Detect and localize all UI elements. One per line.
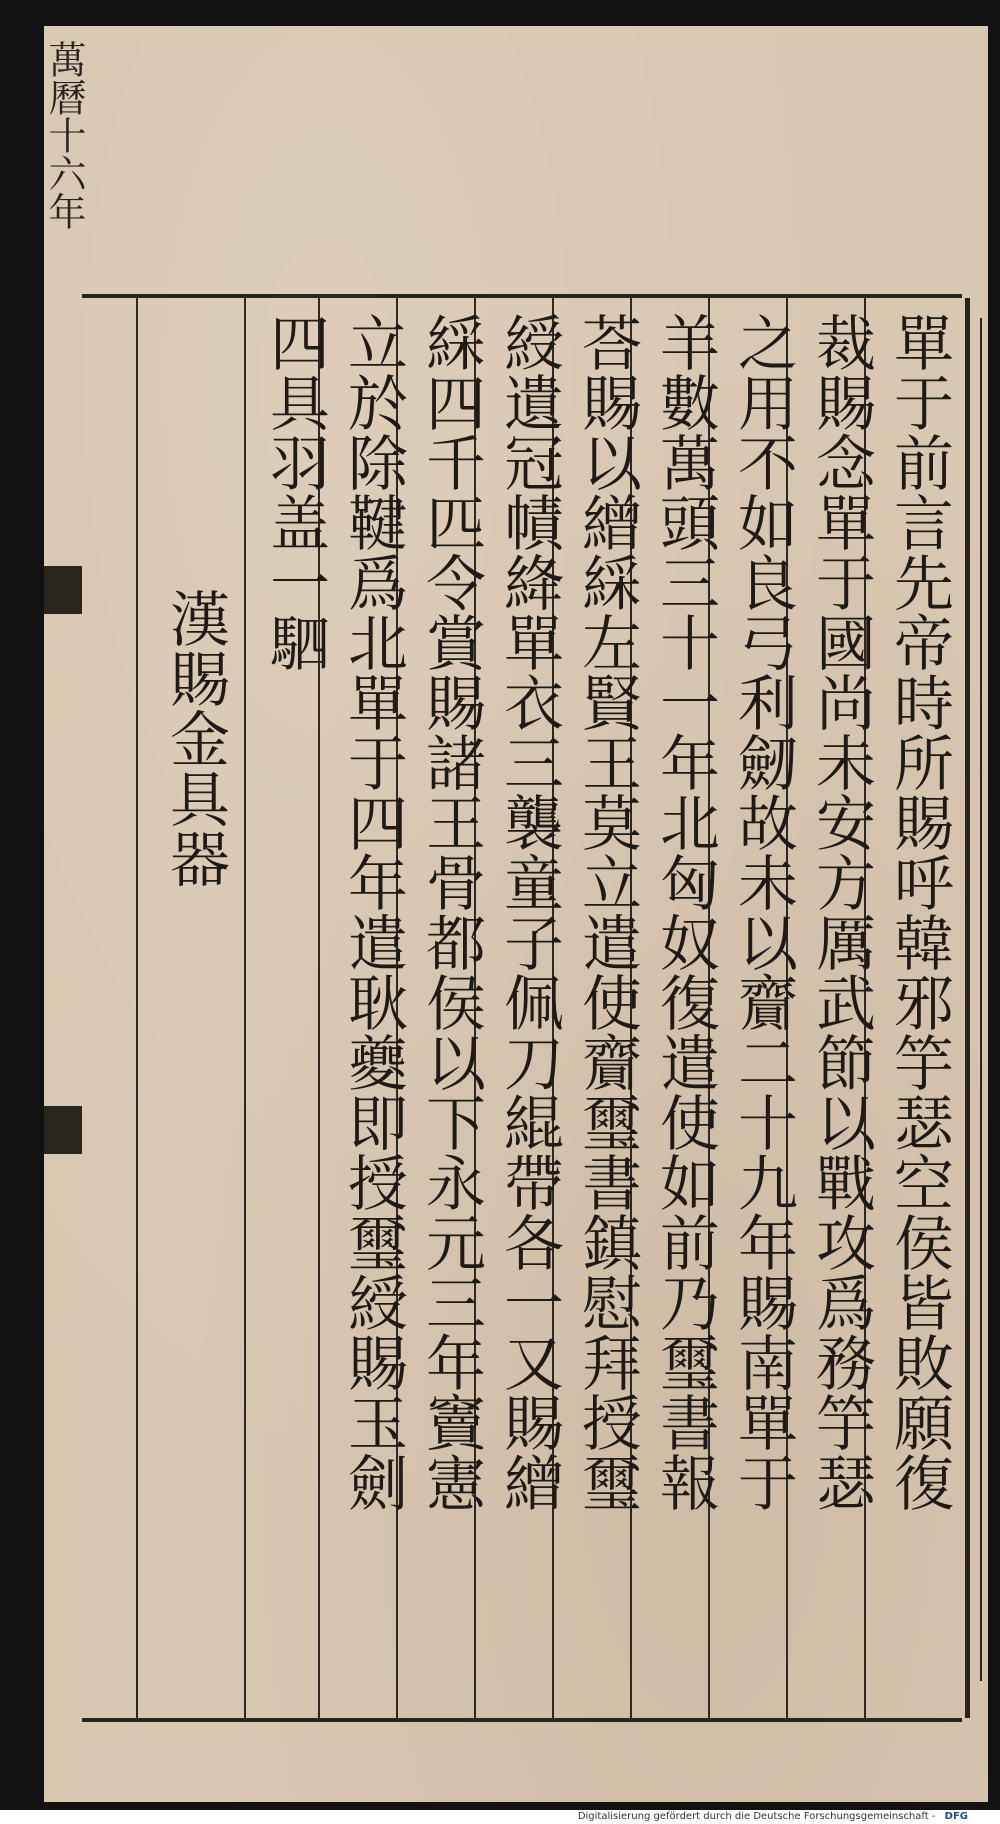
frame-border-right-inner bbox=[980, 318, 982, 1681]
frame-border-right bbox=[965, 298, 970, 1718]
text-column-3: 之用不如良弓利劒故未以齎二十九年賜南單于 bbox=[728, 312, 798, 1512]
digitization-credit bbox=[0, 1810, 1000, 1824]
text-column-2: 裁賜念單于國尚未安方厲武節以戰攻爲務竽瑟 bbox=[806, 312, 876, 1512]
text-frame bbox=[82, 294, 962, 1722]
column-rule bbox=[244, 298, 246, 1718]
book-page bbox=[44, 26, 988, 1802]
column-rule bbox=[136, 298, 138, 1718]
margin-note: 萬曆十六年 bbox=[42, 40, 86, 230]
text-column-4: 羊數萬頭三十一年北匈奴復遣使如前乃璽書報 bbox=[650, 312, 720, 1512]
text-column-9: 四具羽盖一駟 bbox=[260, 312, 330, 672]
margin-ink-blot bbox=[44, 1106, 82, 1154]
text-column-1: 單于前言先帝時所賜呼韓邪竽瑟空侯皆敗願復 bbox=[884, 312, 954, 1512]
margin-ink-blot bbox=[44, 566, 82, 614]
text-column-8: 立於除鞬爲北單于四年遣耿夔即授璽綬賜玉劍 bbox=[338, 312, 408, 1512]
dfg-logo: DFG bbox=[944, 1811, 968, 1822]
text-column-6: 綬遺冠幘絳單衣三襲童子佩刀緄帶各一又賜繒 bbox=[494, 312, 564, 1512]
credit-text: Digitalisierung gefördert durch die Deutsche Forschungsgemeinschaft - bbox=[577, 1811, 936, 1822]
section-heading: 漢賜金具器 bbox=[160, 588, 230, 888]
text-column-5: 荅賜以繒綵左賢王莫立遣使齎璽書鎮慰拜授璽 bbox=[572, 312, 642, 1512]
text-column-7: 綵四千匹令賞賜諸王骨都侯以下永元三年竇憲 bbox=[416, 312, 486, 1512]
